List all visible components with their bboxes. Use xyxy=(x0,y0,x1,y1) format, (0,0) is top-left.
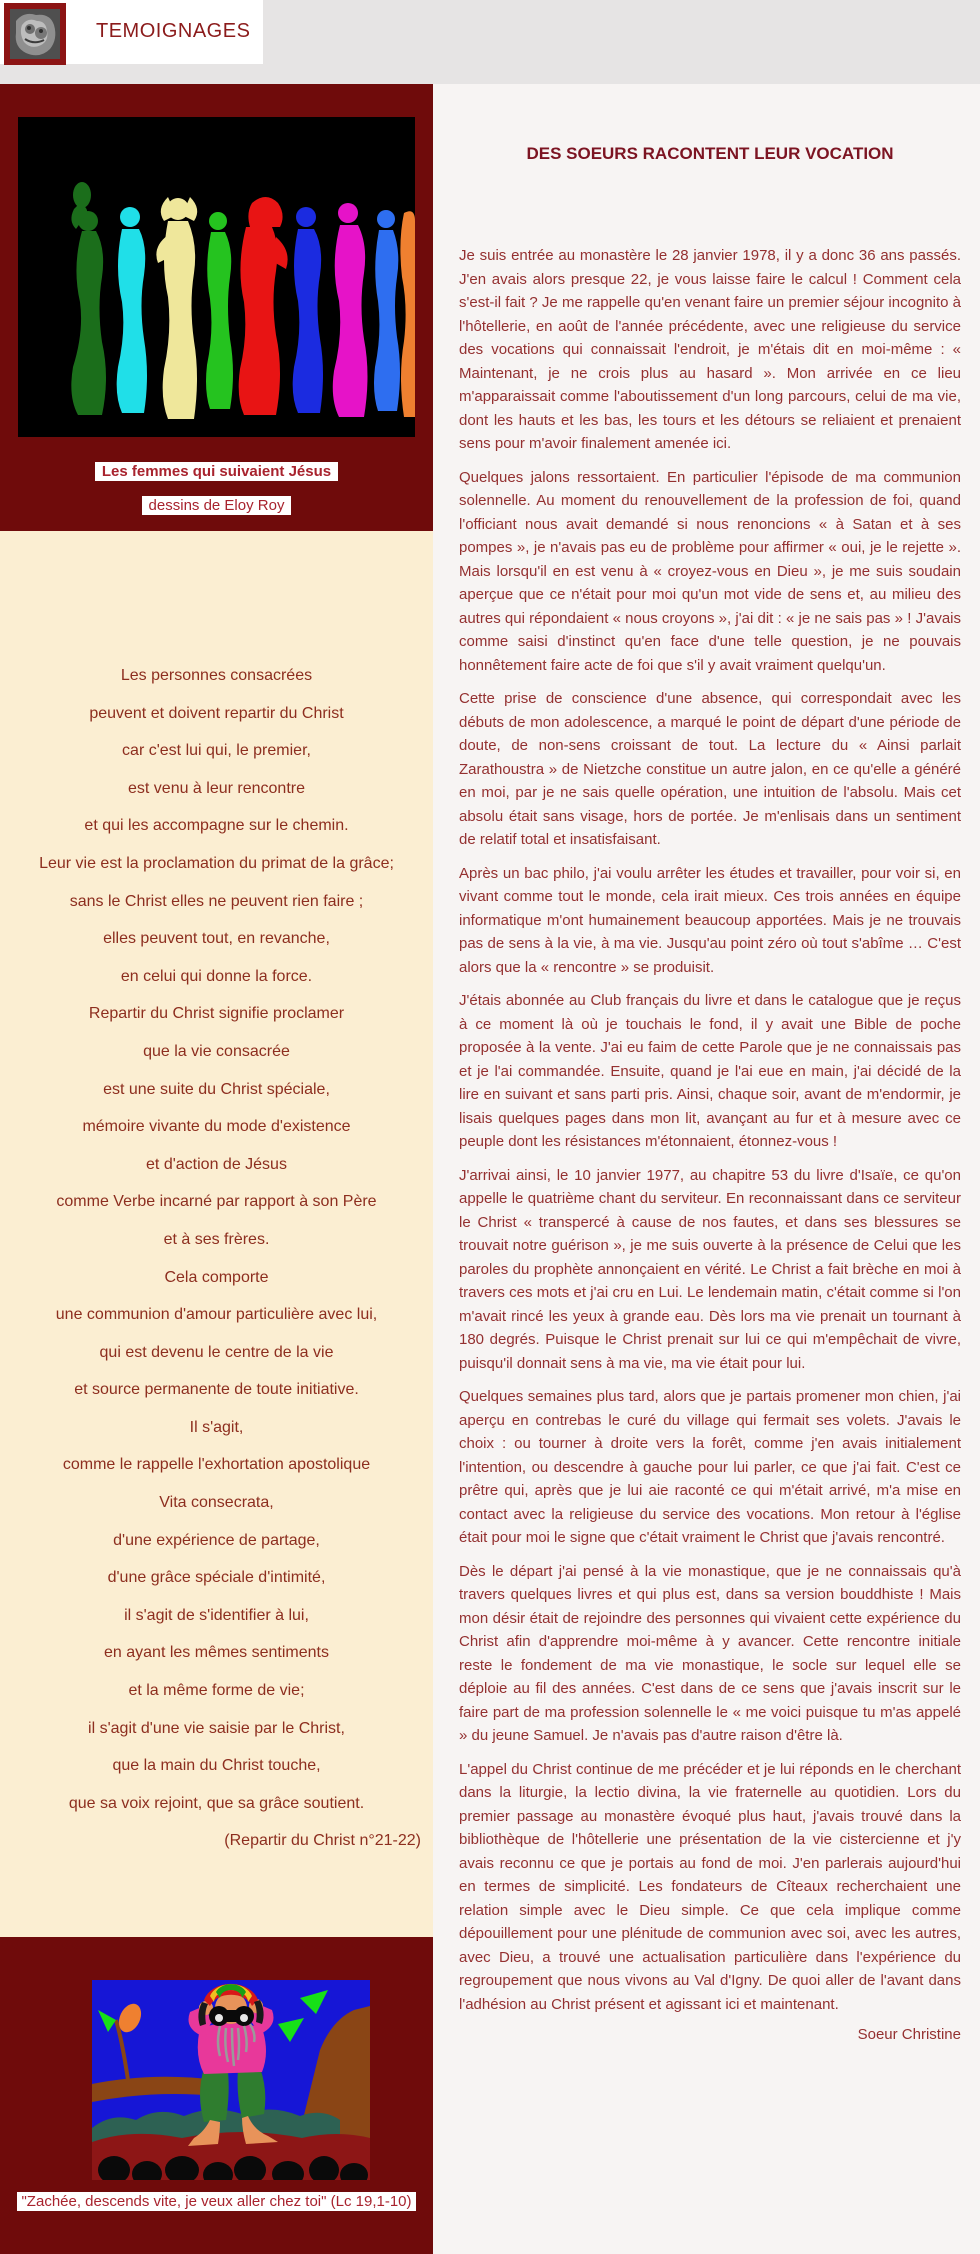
poem-line: car c'est lui qui, le premier, xyxy=(122,742,311,760)
poem-line: comme le rappelle l'exhortation apostolique xyxy=(62,1456,371,1474)
poem-line: que la main du Christ touche, xyxy=(112,1757,321,1775)
sidebar xyxy=(0,84,433,2254)
poem-line: que la vie consacrée xyxy=(143,1042,290,1060)
poem-line: Il s'agit, xyxy=(189,1418,244,1436)
site-logo[interactable] xyxy=(4,3,66,65)
page-title: TEMOIGNAGES xyxy=(96,20,251,42)
poem-line: en ayant les mêmes sentiments xyxy=(104,1644,329,1662)
poem-line: il s'agit de s'identifier à lui, xyxy=(124,1606,309,1624)
article-paragraph: J'étais abonnée au Club français du livre et dans le catalogue que je reçus à ce moment là où je touchais le fond, il y avait une Bible de poche proposée à la vente. J'ai eu faim de cette Parole que je ne connaissais pas et je l'ai commandée. Ensuite, quand je l'ai eue en main, j'ai décidé de la lire en suivant et sans parti pris. Ainsi, chaque soir, avant de m'endormir, je lisais quelques pages dans mon lit, avançant au fur et à mesure avec ce peuple dont les résistances m'étonnaient, étonnez-vous ! xyxy=(459,992,961,1150)
poem-line: d'une expérience de partage, xyxy=(113,1531,320,1549)
poem-line: comme Verbe incarné par rapport à son Père xyxy=(56,1193,377,1211)
poem-line: qui est devenu le centre de la vie xyxy=(99,1343,334,1361)
article-paragraph: J'arrivai ainsi, le 10 janvier 1977, au chapitre 53 du livre d'Isaïe, ce qu'on appelle le quatrième chant du serviteur. En reconnaissant dans ce serviteur le Christ « transpercé à cause de nos fautes, et dans ses blessures se trouvait notre guérison », je me suis ouverte à la présence de Celui que les paroles du prophète annonçaient en vérité. Le Christ a fait brèche en moi à travers ces mots et j'ai cru en Lui. Le lendemain matin, c'était comme si l'on m'avait rincé les yeux à grande eau. Dès lors ma vie prenait un tournant à 180 degrés. Puisque le Christ prenait sur lui ce qui m'empêchait de vivre, puisqu'il donnait sens à ma vie, ma vie était pour lui. xyxy=(459,1166,961,1372)
article-paragraph: L'appel du Christ continue de me précéder et je lui réponds en le cherchant dans la liturgie, la lectio divina, la vie fraternelle au quotidien. Lors du premier passage au monastère évoqué plus haut, j'avais trouvé dans la bibliothèque de l'hôtellerie une présentation de la vie cistercienne et j'y avais reconnu ce que je portais au fond de moi. J'en parlerais aujourd'hui en termes de simplicité. Les fondateurs de Cîteaux recherchaient une relation simple avec le Dieu simple. Ce que cela implique comme dépouillement pour une plénitude de communion avec soi, avec les autres, avec Dieu, a trouvé une actualisation particulière dans l'expérience du regroupement que nous vivons au Val d'Igny. De quoi aller de l'avant dans l'adhésion au Christ présent et agissant ici et maintenant. xyxy=(459,1760,961,2013)
poem-line: est une suite du Christ spéciale, xyxy=(103,1080,330,1098)
poem-line: Vita consecrata, xyxy=(159,1494,274,1512)
poem-line: une communion d'amour particulière avec lui, xyxy=(55,1306,378,1324)
poem-line: sans le Christ elles ne peuvent rien faire ; xyxy=(69,892,364,910)
article-title: DES SOEURS RACONTENT LEUR VOCATION xyxy=(526,144,894,163)
image1-credit: dessins de Eloy Roy xyxy=(142,496,292,515)
poem-line: peuvent et doivent repartir du Christ xyxy=(89,704,344,722)
poem-line: et qui les accompagne sur le chemin. xyxy=(84,817,349,835)
poem-line: et la même forme de vie; xyxy=(128,1682,305,1700)
article-paragraph: Je suis entrée au monastère le 28 janvier 1978, il y a donc 36 ans passés. J'en avais alors presque 22, je vous laisse faire le calcul ! Comment cela s'est-il fait ? Je me rappelle qu'en venant faire un premier séjour incognito à l'hôtellerie, en août de l'année précédente, avec une religieuse du service des vocations qui connaissait l'endroit, je m'étais dit en moi-même : « Maintenant, je ne crois plus au hasard ». Mon arrivée en ce lieu m'apparaissait comme l'aboutissement d'un long parcours, celui de ma vie, dont les hauts et les bas, les tours et les détours se reliaient et prenaient sens pour m'avoir finalement amenée ici. xyxy=(459,247,961,452)
poem-line: Repartir du Christ signifie proclamer xyxy=(88,1005,345,1023)
women-silhouettes-image xyxy=(18,117,415,437)
article-body xyxy=(459,244,961,2016)
image2-caption: "Zachée, descends vite, je veux aller chez toi" (Lc 19,1-10) xyxy=(17,2192,415,2211)
poem-line: en celui qui donne la force. xyxy=(120,967,313,985)
poem-line: et source permanente de toute initiative. xyxy=(74,1381,359,1399)
article-paragraph: Cette prise de conscience d'une absence, qui correspondait avec les débuts de mon adolescence, a marqué le point de départ d'une période de doute, de non-sens croissant de tout. La lecture du « Ainsi parlait Zarathoustra » de Nietzche constitue un autre jalon, en ce qu'elle a généré en moi, par je ne sais quelle opération, une intuition de l'absolu. Mais cet absolu était sans visage, hors de portée. Je m'enlisais dans un sentiment de relatif total et insatisfaisant. xyxy=(459,690,961,848)
poem-line: et d'action de Jésus xyxy=(146,1155,287,1173)
poem-panel xyxy=(0,531,433,1937)
poem-line: mémoire vivante du mode d'existence xyxy=(82,1118,351,1136)
article-paragraph: Quelques semaines plus tard, alors que je partais promener mon chien, j'ai aperçu en contrebas le curé du village qui fermait ses volets. J'avais le choix : ou tourner à droite vers la forêt, comme j'en avais initialement l'intention, ou descendre à gauche pour lui parler, ce que j'ai fait. C'est ce prêtre qui, après que je lui aie raconté ce qui m'était arrivé, m'a mise en contact avec la religieuse du service des vocations. Mon retour à l'église était pour moi le signe que c'était vraiment le Christ que j'avais rencontré. xyxy=(459,1388,961,1546)
poem-line: il s'agit d'une vie saisie par le Christ, xyxy=(88,1719,345,1737)
article-paragraph: Après un bac philo, j'ai voulu arrêter les études et travailler, pour voir si, en vivant comme tout le monde, cela irait mieux. Ces trois années en équipe informatique m'ont humainement beaucoup apportées. Mais je ne trouvais pas de sens à la vie, à ma vie. Jusqu'au point zéro où tout s'abîme … C'est alors que la « rencontre » se produisit. xyxy=(459,864,961,976)
poem-line: d'une grâce spéciale d'intimité, xyxy=(107,1569,326,1587)
poem-line: est venu à leur rencontre xyxy=(128,779,305,797)
article-paragraph: Quelques jalons ressortaient. En particulier l'épisode de ma communion solennelle. Au moment du renouvellement de la profession de foi, quand l'officiant nous avait demandé si nous renoncions « à Satan et à ses pompes », je n'avais pas eu de problème pour affirmer « oui, je le rejette ». Mais lorsqu'il en est venu à « croyez-vous en Dieu », je me suis soudain aperçue que ce n'était pour moi qu'un mot vide de sens et, au milieu des autres qui répondaient « nous croyons », j'ai dit : « je ne sais pas » ! J'avais comme saisi d'instinct qu'en face d'une telle question, je ne pouvais honnêtement faire acte de foi que s'il y avait vraiment quelqu'un. xyxy=(459,468,961,674)
poem-line: que sa voix rejoint, que sa grâce soutient. xyxy=(68,1794,365,1812)
poem-line: Les personnes consacrées xyxy=(120,667,313,684)
image1-caption: Les femmes qui suivaient Jésus xyxy=(95,462,338,481)
poem-line: Cela comporte xyxy=(164,1268,269,1286)
poem-citation: (Repartir du Christ n°21-22) xyxy=(224,1832,421,1850)
main-content xyxy=(433,84,980,2254)
poem-line: elles peuvent tout, en revanche, xyxy=(103,930,330,948)
article-paragraph: Dès le départ j'ai pensé à la vie monastique, que je ne connaissais qu'à travers quelques livres et qui plus est, dans sa version bouddhiste ! Mais mon désir était de rejoindre des personnes qui vivaient cette expérience du Christ afin d'apprendre moi-même à y avancer. Cette rencontre initiale reste le fondement de ma vie monastique, le socle sur lequel elle se déploie au fil des années. C'est dans de ce sens que j'avais inscrit sur le faire part de ma profession solennelle le « me voici puisque tu m'as appelé » du jeune Samuel. Je n'avais pas d'autre raison d'être là. xyxy=(459,1562,961,1744)
page-body xyxy=(0,84,980,2254)
article-signature: Soeur Christine xyxy=(857,2026,961,2043)
stone-carving-icon xyxy=(10,9,60,59)
poem-line: Leur vie est la proclamation du primat de la grâce; xyxy=(39,854,394,872)
poem xyxy=(10,657,423,1822)
page-header xyxy=(0,0,980,84)
zacchaeus-image xyxy=(92,1980,370,2180)
poem-line: et à ses frères. xyxy=(163,1230,270,1248)
